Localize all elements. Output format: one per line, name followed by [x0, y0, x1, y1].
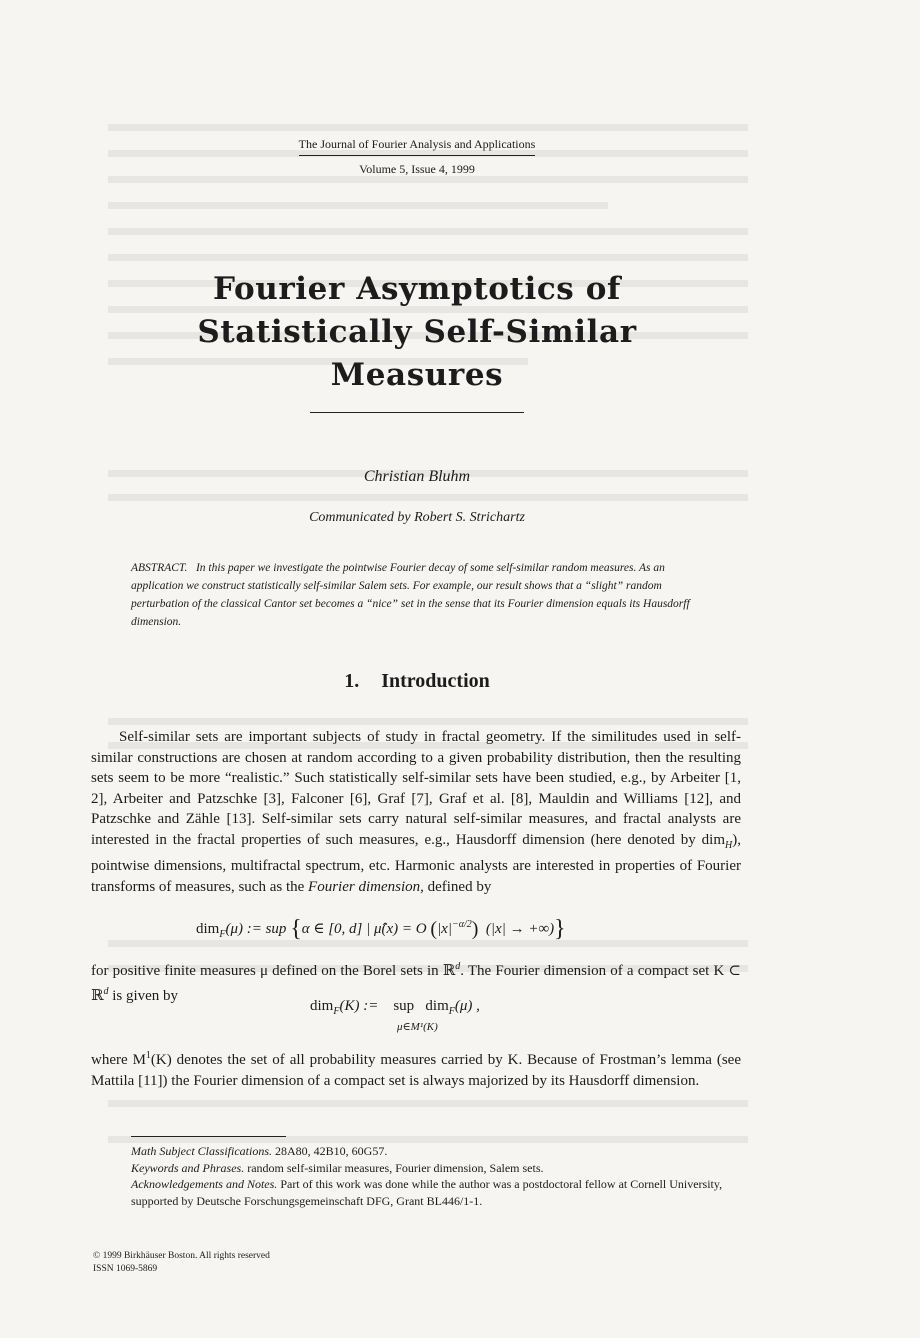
title-line-1: Fourier Asymptotics of: [213, 271, 621, 307]
intro-paragraph-1: Self-similar sets are important subjects of study in fractal geometry. If the similitudes used in self-similar constructions are chosen at random according to a given probability distribution, then the resulting sets seem to be more “realistic.” Such statistically self-similar sets have been studied, e.g., by Arbeiter [1, 2], Arbeiter and Patzschke [3], Falconer [6], Graf [7], Graf et al. [8], Mauldin and Williams [12], and Patzschke and Zähle [13]. Self-similar sets carry natural self-similar measures, and fractal analysts are interested in the fractal properties of such measures, e.g., Hausdorff dimension (here denoted by dim$_H$), pointwise dimensions, multifractal spectrum, etc. Harmonic analysts are interested in properties of Fourier transforms of measures, such as the Fourier dimension, defined by: [91, 729, 741, 895]
issn-line: ISSN 1069-5869: [93, 1264, 158, 1274]
intro-paragraph-2: for positive finite measures μ defined on the Borel sets in ℝ$^d$. The Fourier dimension of a compact set K ⊂ ℝ$^d$ is given by: [91, 961, 741, 1004]
section-number: 1.: [344, 670, 360, 692]
title-divider: [310, 412, 524, 413]
footnote-keywords: Keywords and Phrases. random self-similar measures, Fourier dimension, Salem sets.: [131, 1160, 544, 1175]
footnotes: [131, 1143, 743, 1209]
communicated-by: Communicated by Robert S. Strichartz: [309, 510, 525, 525]
author-name: Christian Bluhm: [363, 468, 471, 485]
journal-volume: Volume 5, Issue 4, 1999: [359, 162, 475, 176]
footnote-msc: Math Subject Classifications. 28A80, 42B10, 60G57.: [131, 1144, 388, 1158]
abstract-text: In this paper we investigate the pointwise Fourier decay of some self-similar random measures. As an application we construct statistically self-similar Salem sets. For example, our result shows that a “slight” random perturbation of the classical Cantor set becomes a “nice” set in the sense that its Fourier dimension equals its Hausdorff dimension.: [131, 562, 690, 628]
footnote-acknowledgements: Acknowledgements and Notes. Part of this work was done while the author was a postdoctoral fellow at Cornell University, supported by Deutsche Forschungsgemeinschaft DFG, Grant BL446/1-1.: [131, 1177, 723, 1208]
abstract: [131, 559, 699, 631]
footnote-divider: [131, 1136, 286, 1137]
copyright-line: © 1999 Birkhäuser Boston. All rights reserved: [93, 1251, 270, 1261]
paper-title: [0, 268, 834, 397]
fourier-dimension-formula: dim$_F$(μ) := sup {α ∈ [0, d] | μ̂(x) = O $(|x|^{-\alpha/2}) (|x|$ → +∞)}: [196, 916, 566, 942]
title-line-3: Measures: [330, 357, 504, 393]
intro-paragraph-3: where $M^1(K)$ denotes the set of all probability measures carried by K. Because of Frostman’s lemma (see Mattila [11]) the Fourier dimension of a compact set is always majorized by its Hausdorff dimension.: [91, 1050, 741, 1089]
section-heading: [0, 670, 834, 693]
abstract-label: ABSTRACT.: [131, 562, 188, 574]
section-title: Introduction: [381, 670, 490, 692]
fourier-dimension-compact-formula: dim$_F$(K) := sup dim$_F$(μ) ,: [310, 998, 480, 1017]
journal-name: The Journal of Fourier Analysis and Applications: [0, 137, 834, 156]
copyright-notice: [93, 1250, 270, 1276]
sup-subscript: μ∈M¹(K): [397, 1021, 438, 1033]
title-line-2: Statistically Self-Similar: [197, 314, 637, 350]
